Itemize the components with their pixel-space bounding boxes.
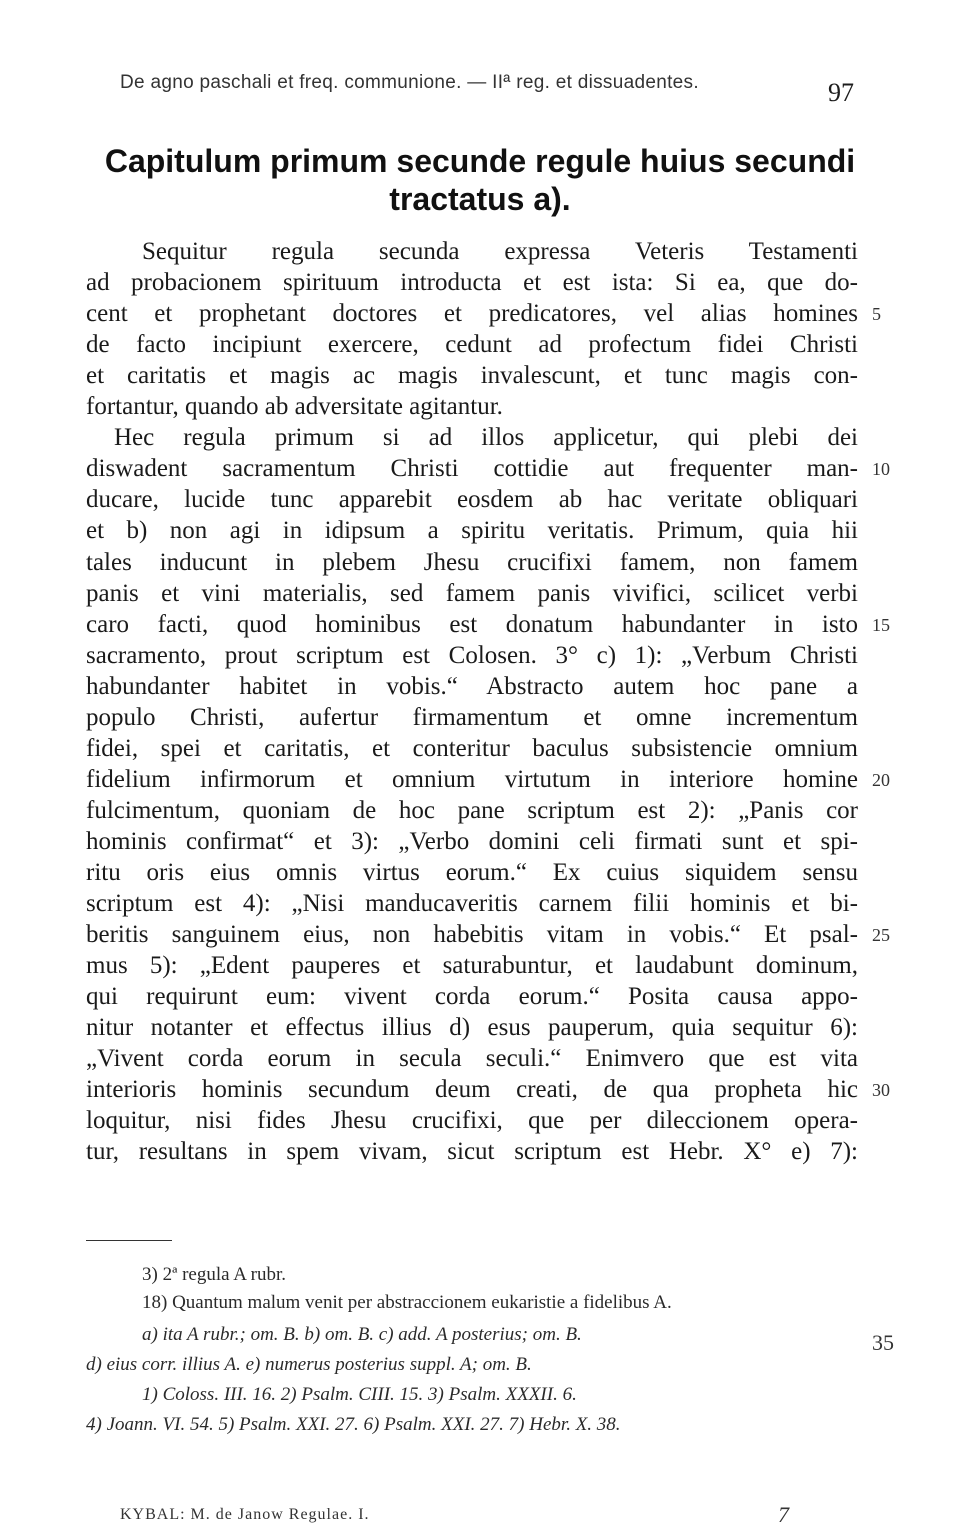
margin-line-number: 25 bbox=[872, 925, 890, 945]
body-line: cent et prophetant doctores et predicatores, vel alias homines bbox=[86, 300, 858, 327]
margin-line-number: 20 bbox=[872, 770, 890, 790]
body-line: loquitur, nisi fides Jhesu crucifixi, que per dileccionem opera- bbox=[86, 1107, 858, 1134]
body-line: ad probacionem spirituum introducta et est ista: Si ea, que do- bbox=[86, 269, 858, 296]
body-line: ritu oris eius omnis virtus eorum.“ Ex cuius siquidem sensu bbox=[86, 859, 858, 886]
body-line: Hec regula primum si ad illos applicetur, qui plebi dei bbox=[114, 424, 858, 451]
body-line: hominis confirmat“ et 3): „Verbo domini celi firmati sunt et spi- bbox=[86, 828, 858, 855]
body-line: „Vivent corda eorum in secula seculi.“ Enimvero que est vita bbox=[86, 1045, 858, 1072]
apparatus-line-number: 35 bbox=[872, 1330, 894, 1355]
body-line: fidelium infirmorum et omnium virtutum in interiore homine bbox=[86, 766, 858, 793]
body-line: caro facti, quod hominibus est donatum habundanter in isto bbox=[86, 611, 858, 638]
body-line: qui requirunt eum: vivent corda eorum.“ Posita causa appo- bbox=[86, 983, 858, 1010]
apparatus-line-1: a) ita A rubr.; om. B. b) om. B. c) add. A posterius; om. B. bbox=[142, 1324, 582, 1345]
body-line: sacramento, prout scriptum est Colosen. 3° c) 1): „Verbum Christi bbox=[86, 642, 858, 669]
margin-line-number: 30 bbox=[872, 1080, 890, 1100]
body-line: interioris hominis secundum deum creati, de qua propheta hic bbox=[86, 1076, 858, 1103]
body-line: panis et vini materialis, sed famem panis vivifici, scilicet verbi bbox=[86, 580, 858, 607]
body-line: populo Christi, aufertur firmamentum et omne incrementum bbox=[86, 704, 858, 731]
body-line: et caritatis et magis ac magis invalescunt, et tunc magis con- bbox=[86, 362, 858, 389]
footer-signature: KYBAL: M. de Janow Regulae. I. bbox=[120, 1506, 370, 1523]
reference-line-2: 4) Joann. VI. 54. 5) Psalm. XXI. 27. 6) Psalm. XXI. 27. 7) Hebr. X. 38. bbox=[86, 1414, 621, 1435]
source-note-2: 18) Quantum malum venit per abstraccionem eukaristie a fidelibus A. bbox=[142, 1292, 672, 1313]
body-line: tales inducunt in plebem Jhesu crucifixi famem, non famem bbox=[86, 549, 858, 576]
chapter-title-line-2: tractatus a). bbox=[389, 181, 571, 217]
body-line: fidei, spei et caritatis, et conteritur baculus subsistencie omnium bbox=[86, 735, 858, 762]
body-line: beritis sanguinem eius, non habebitis vitam in vobis.“ Et psal- bbox=[86, 921, 858, 948]
body-line: de facto incipiunt exercere, cedunt ad profectum fidei Christi bbox=[86, 331, 858, 358]
body-line: nitur notanter et effectus illius d) esus pauperum, quia sequitur 6): bbox=[86, 1014, 858, 1041]
body-line: Sequitur regula secunda expressa Veteris Testamenti bbox=[142, 238, 858, 265]
reference-line-1: 1) Coloss. III. 16. 2) Psalm. CIII. 15. 3) Psalm. XXXII. 6. bbox=[142, 1384, 577, 1405]
body-line: scriptum est 4): „Nisi manducaveritis carnem filii hominis et bi- bbox=[86, 890, 858, 917]
footer-sheet-number: 7 bbox=[778, 1502, 789, 1527]
running-head: De agno paschali et freq. communione. — IIª reg. et dissuadentes. bbox=[120, 72, 699, 93]
body-line: mus 5): „Edent pauperes et saturabuntur, et laudabunt dominum, bbox=[86, 952, 858, 979]
source-note-1: 3) 2ª regula A rubr. bbox=[142, 1264, 287, 1285]
apparatus-line-2: d) eius corr. illius A. e) numerus posterius suppl. A; om. B. bbox=[86, 1354, 532, 1375]
body-line: et b) non agi in idipsum a spiritu veritatis. Primum, quia hii bbox=[86, 517, 858, 544]
footnote-rule bbox=[86, 1240, 172, 1241]
body-line: fulcimentum, quoniam de hoc pane scriptum est 2): „Panis cor bbox=[86, 797, 858, 824]
body-line: habundanter habitet in vobis.“ Abstracto autem hoc pane a bbox=[86, 673, 858, 700]
chapter-title-line-1: Capitulum primum secunde regule huius secundi bbox=[104, 143, 856, 179]
body-line: fortantur, quando ab adversitate agitantur. bbox=[86, 393, 503, 420]
margin-line-number: 10 bbox=[872, 459, 890, 479]
page-number: 97 bbox=[828, 78, 854, 107]
margin-line-number: 15 bbox=[872, 615, 890, 635]
body-line: diswadent sacramentum Christi cottidie aut frequenter man- bbox=[86, 455, 858, 482]
margin-line-number: 5 bbox=[872, 304, 881, 324]
body-line: ducare, lucide tunc apparebit eosdem ab hac veritate obliquari bbox=[86, 486, 858, 513]
body-line: tur, resultans in spem vivam, sicut scriptum est Hebr. X° e) 7): bbox=[86, 1138, 858, 1165]
